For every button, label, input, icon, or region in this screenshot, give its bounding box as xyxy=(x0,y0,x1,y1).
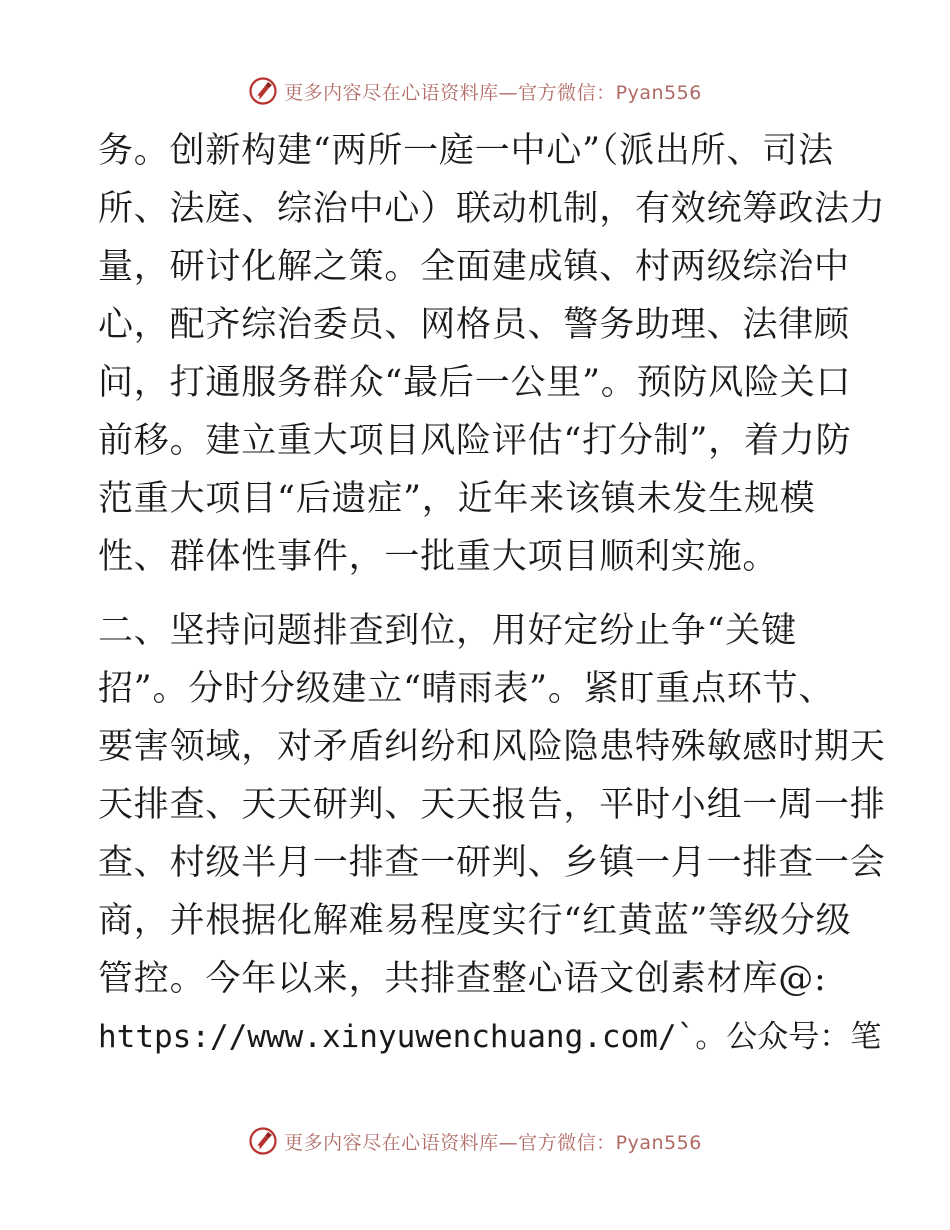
paragraph-2 xyxy=(98,602,886,1066)
text-line: 性、群体性事件，一批重大项目顺利实施。 xyxy=(98,537,779,577)
footer-banner-text: 更多内容尽在心语资料库—官方微信：Pyan556 xyxy=(284,1131,702,1154)
text-line: 天排查、天天研判、天天报告，平时小组一周一排 xyxy=(98,785,886,825)
header-banner-text: 更多内容尽在心语资料库—官方微信：Pyan556 xyxy=(284,81,702,104)
text-line: 招”。分时分级建立“晴雨表”。紧盯重点环节、 xyxy=(98,669,835,709)
footer-banner xyxy=(0,1121,950,1161)
text-line: 管控。今年以来，共排查整心语文创素材库@: xyxy=(98,959,827,999)
paragraph-1 xyxy=(98,122,886,586)
text-line: 所、法庭、综治中心）联动机制，有效统筹政法力 xyxy=(98,189,886,229)
pen-nib-logo-icon xyxy=(248,1126,278,1156)
text-line: 查、村级半月一排查一研判、乡镇一月一排查一会 xyxy=(98,843,886,883)
text-line: 量，研讨化解之策。全面建成镇、村两级综治中 xyxy=(98,247,850,287)
text-line: 务。创新构建“两所一庭一中心”（派出所、司法 xyxy=(98,131,834,171)
section-heading-line: 二、坚持问题排查到位，用好定纷止争“关键 xyxy=(98,611,797,651)
text-line: 问，打通服务群众“最后一公里”。预防风险关口 xyxy=(98,363,852,403)
document-body xyxy=(98,122,886,1066)
text-line: 前移。建立重大项目风险评估“打分制”，着力防 xyxy=(98,421,852,461)
url-text-line: https://www.xinyuwenchuang.com/`。公众号：笔 xyxy=(98,1019,882,1055)
header-banner xyxy=(0,71,950,111)
text-line: 商，并根据化解难易程度实行“红黄蓝”等级分级 xyxy=(98,901,852,941)
text-line: 要害领域，对矛盾纠纷和风险隐患特殊敏感时期天 xyxy=(98,727,886,767)
pen-nib-logo-icon xyxy=(248,76,278,106)
text-line: 范重大项目“后遗症”，近年来该镇未发生规模 xyxy=(98,479,816,519)
text-line: 心，配齐综治委员、网格员、警务助理、法律顾 xyxy=(98,305,850,345)
paragraph-gap xyxy=(98,586,858,602)
